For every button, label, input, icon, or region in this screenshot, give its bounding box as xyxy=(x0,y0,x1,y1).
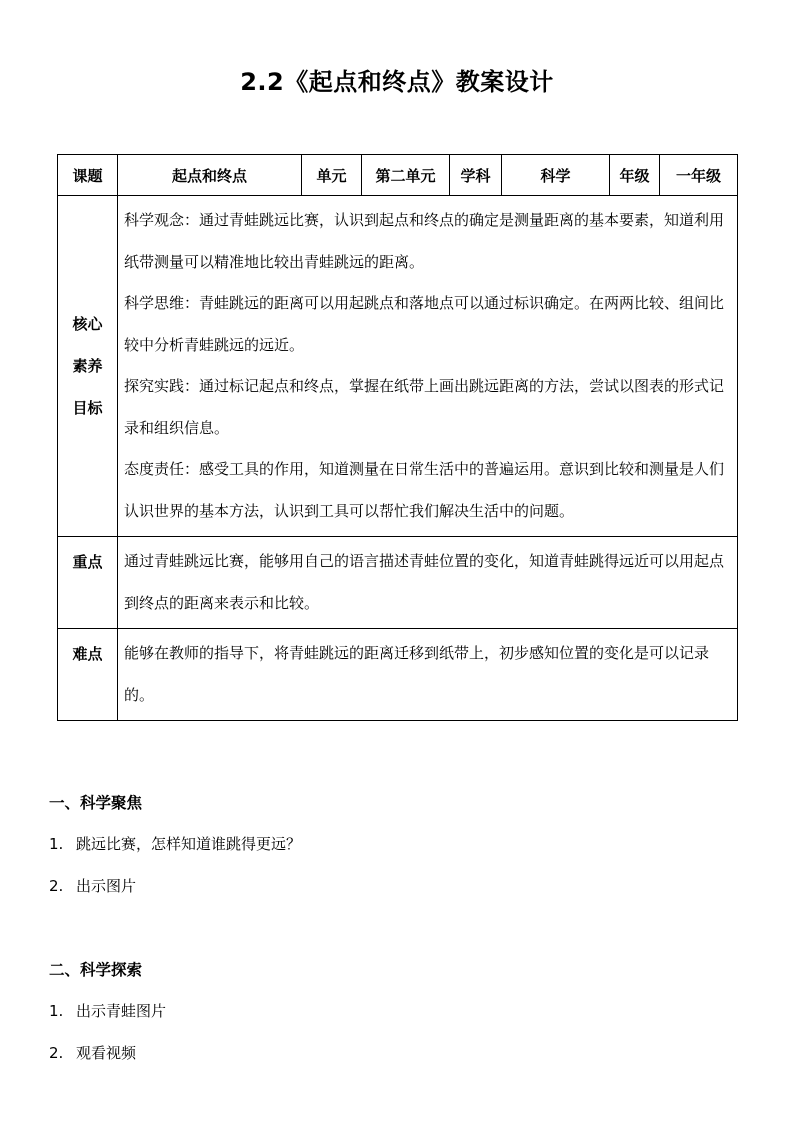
grade-label: 年级 xyxy=(610,155,660,196)
core-goals-content xyxy=(118,196,738,537)
core-goals-row xyxy=(58,196,738,537)
core-goals-label-line: 目标 xyxy=(72,399,103,417)
goal-inquiry-practice: 探究实践：通过标记起点和终点，掌握在纸带上画出跳远距离的方法，尝试以图表的形式记录和组织信息。 xyxy=(124,377,725,437)
goal-science-thinking: 科学思维：青蛙跳远的距离可以用起跳点和落地点可以通过标识确定。在两两比较、组间比较中分析青蛙跳远的远近。 xyxy=(124,294,725,354)
lesson-info-table xyxy=(57,154,738,721)
list-item-text: 跳远比赛，怎样知道谁跳得更远？ xyxy=(76,835,302,853)
list-item-number: 2. xyxy=(49,1044,64,1062)
unit-label: 单元 xyxy=(302,155,362,196)
unit-value: 第二单元 xyxy=(362,155,450,196)
key-point-row xyxy=(58,537,738,629)
grade-value: 一年级 xyxy=(660,155,738,196)
key-point-content xyxy=(118,537,738,629)
list-item-number: 1. xyxy=(49,1002,64,1020)
difficulty-row xyxy=(58,629,738,721)
list-item xyxy=(49,999,166,1023)
topic-value: 起点和终点 xyxy=(118,155,302,196)
list-item-text: 观看视频 xyxy=(76,1044,137,1062)
list-item-text: 出示图片 xyxy=(76,877,137,895)
difficulty-content xyxy=(118,629,738,721)
difficulty-label-text: 难点 xyxy=(72,645,103,663)
goal-science-concept: 科学观念：通过青蛙跳远比赛，认识到起点和终点的确定是测量距离的基本要素，知道利用纸带测量可以精准地比较出青蛙跳远的距离。 xyxy=(124,211,725,271)
list-item-number: 1. xyxy=(49,835,64,853)
list-item-text: 出示青蛙图片 xyxy=(76,1002,167,1020)
subject-value: 科学 xyxy=(502,155,610,196)
page-title: 2.2《起点和终点》教案设计 xyxy=(240,68,554,96)
list-item xyxy=(49,1041,136,1065)
topic-label: 课题 xyxy=(58,155,118,196)
list-item xyxy=(49,832,301,856)
key-point-text: 通过青蛙跳远比赛，能够用自己的语言描述青蛙位置的变化，知道青蛙跳得远近可以用起点到终点的距离来表示和比较。 xyxy=(124,552,725,612)
key-point-label-text: 重点 xyxy=(72,553,103,571)
list-item xyxy=(49,874,136,898)
key-point-label xyxy=(58,537,118,629)
difficulty-text: 能够在教师的指导下，将青蛙跳远的距离迁移到纸带上，初步感知位置的变化是可以记录的。 xyxy=(124,644,710,704)
subject-label: 学科 xyxy=(450,155,502,196)
section-heading-focus: 一、科学聚焦 xyxy=(49,794,143,812)
core-goals-label-line: 核心 xyxy=(72,315,103,333)
core-goals-label-line: 素养 xyxy=(72,357,103,375)
core-goals-label xyxy=(58,196,118,537)
goal-attitude-responsibility: 态度责任：感受工具的作用，知道测量在日常生活中的普遍运用。意识到比较和测量是人们认识世界的基本方法，认识到工具可以帮忙我们解决生活中的问题。 xyxy=(124,460,725,520)
section-heading-explore: 二、科学探索 xyxy=(49,961,143,979)
table-header-row xyxy=(58,155,738,196)
list-item-number: 2. xyxy=(49,877,64,895)
difficulty-label xyxy=(58,629,118,721)
